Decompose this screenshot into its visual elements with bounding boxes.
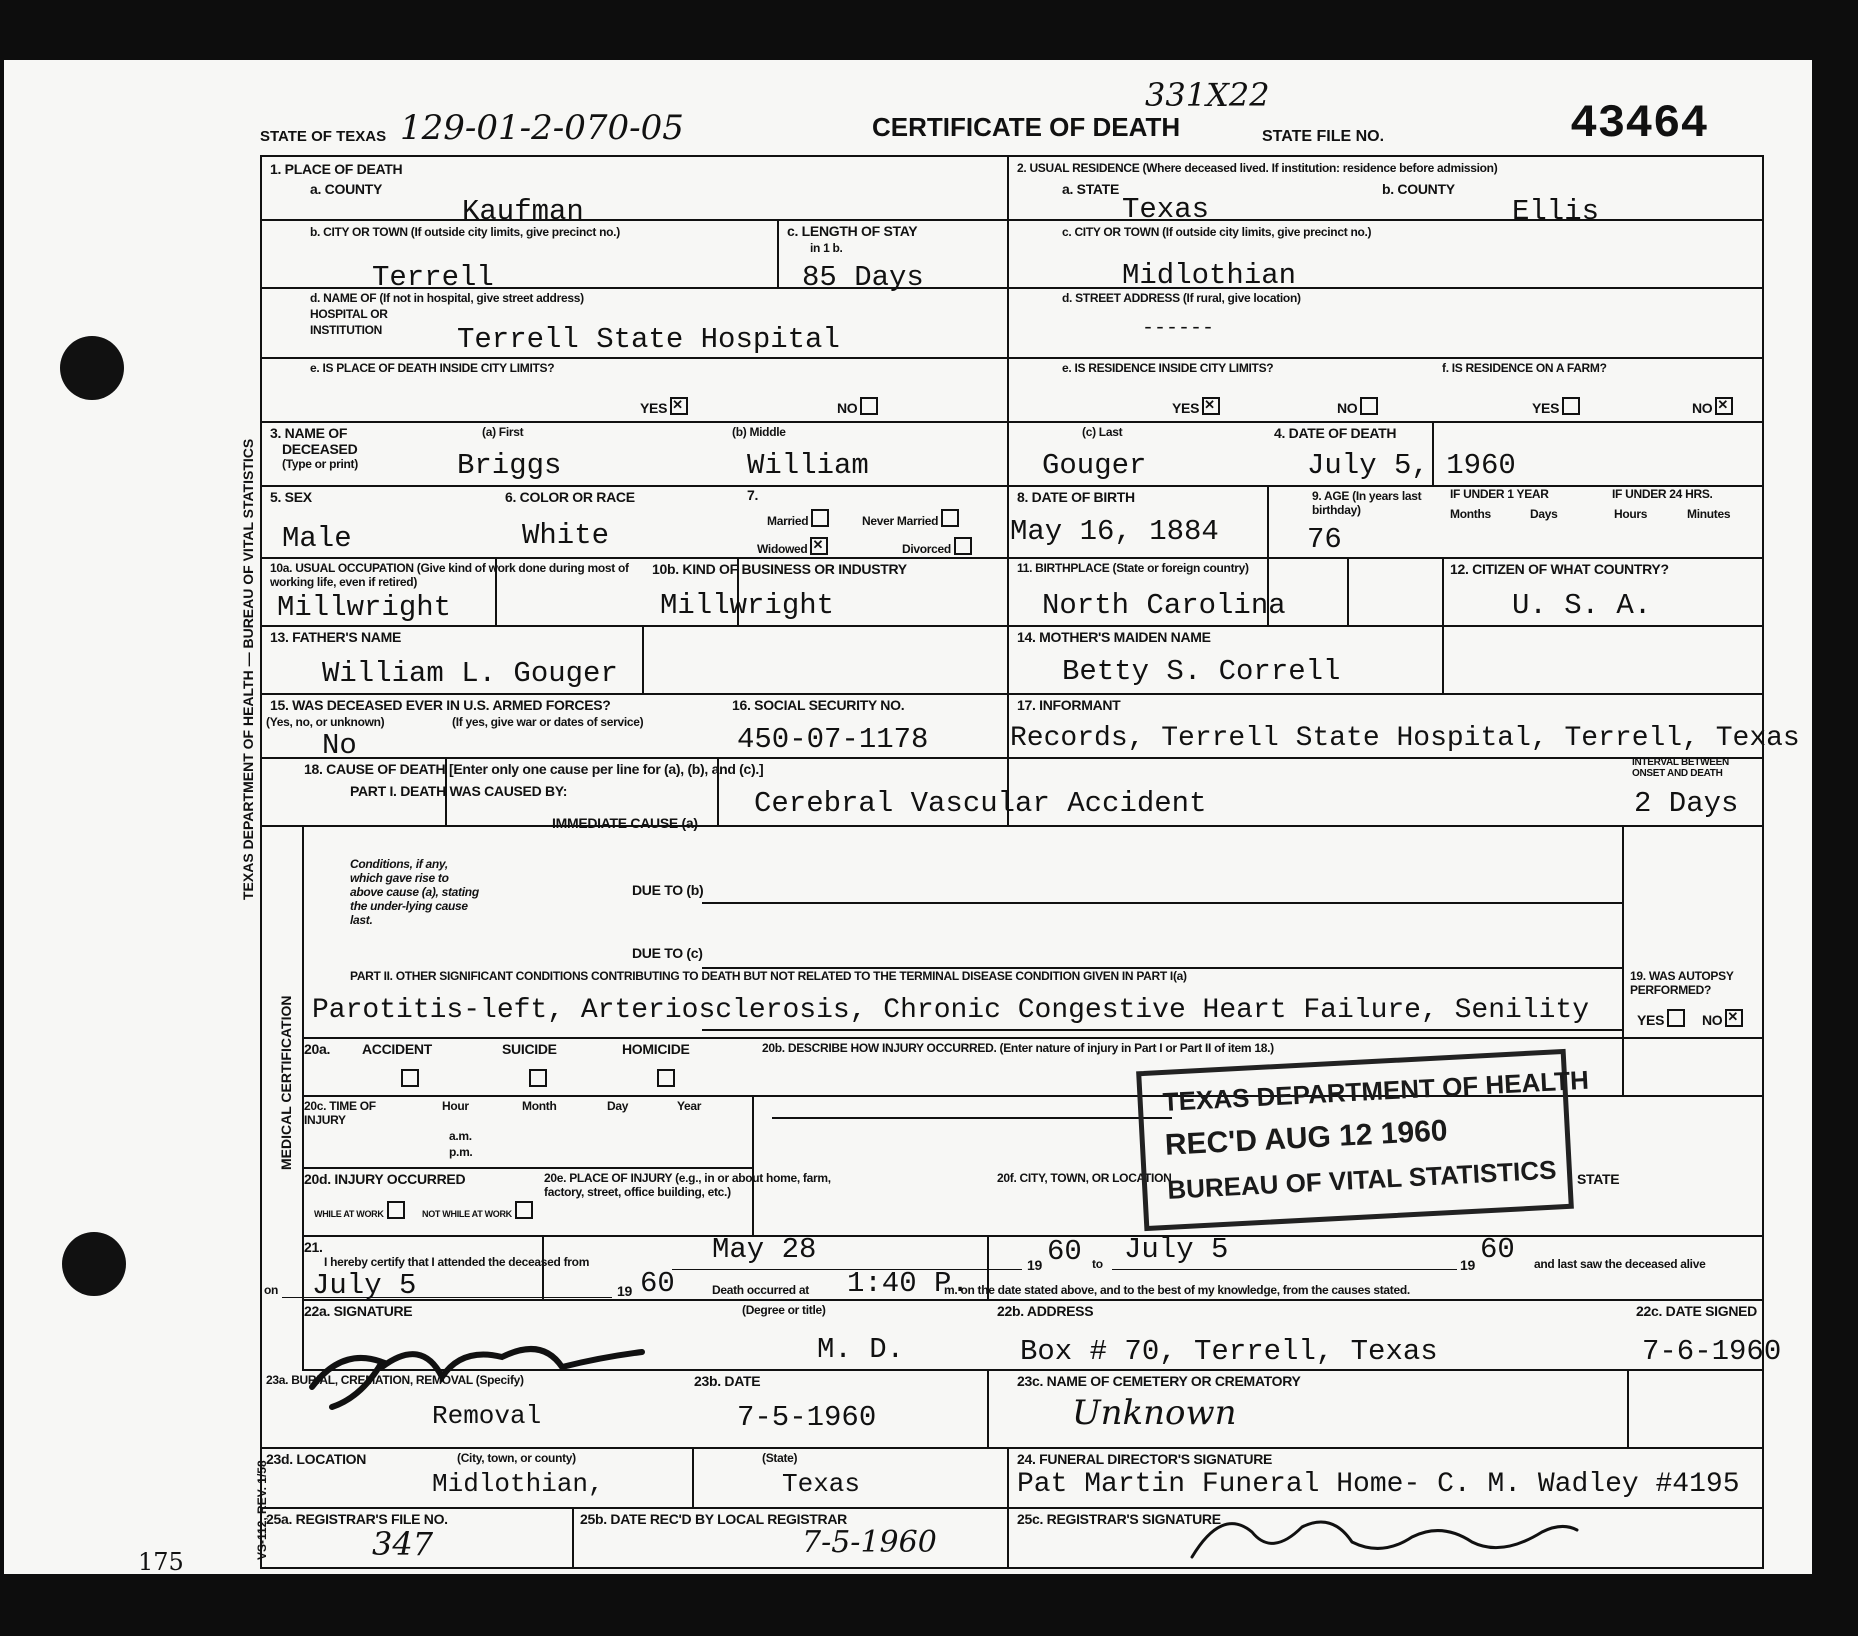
checkbox — [860, 397, 878, 415]
inside-city-label: e. IS PLACE OF DEATH INSIDE CITY LIMITS? — [310, 361, 555, 375]
hospital-name: Terrell State Hospital — [457, 323, 840, 356]
state-file-number: 43464 — [1570, 98, 1709, 150]
ssn: 450-07-1178 — [737, 723, 929, 756]
not-while-at-work: NOT WHILE AT WORK — [422, 1201, 533, 1219]
res-state: Texas — [1122, 193, 1210, 226]
res-city-label: c. CITY OR TOWN (If outside city limits, give precinct no.) — [1062, 225, 1372, 239]
due-to-b-label: DUE TO (b) — [632, 882, 704, 898]
registrar-file-label: 25a. REGISTRAR'S FILE NO. — [266, 1511, 448, 1527]
birthplace: North Carolina — [1042, 589, 1286, 622]
checkbox-checked — [1725, 1009, 1743, 1027]
sex-label: 5. SEX — [270, 489, 312, 505]
autopsy-no: NO✕ — [1702, 1009, 1743, 1028]
city-label: b. CITY OR TOWN (If outside city limits, give precinct no.) — [310, 225, 620, 239]
age-label: 9. AGE (In years last birthday) — [1312, 489, 1422, 517]
bureau-side-label: TEXAS DEPARTMENT OF HEALTH — BUREAU OF VITAL STATISTICS — [240, 438, 256, 900]
stamp-line-1: TEXAS DEPARTMENT OF HEALTH — [1161, 1064, 1590, 1117]
mother-name: Betty S. Correll — [1062, 655, 1341, 688]
certificate-form — [260, 155, 1800, 1569]
nineteen-2: 19 — [1460, 1257, 1475, 1273]
while-at-work: WHILE AT WORK — [314, 1201, 405, 1219]
location-city-sub: (City, town, or county) — [457, 1451, 576, 1465]
year-label: Year — [677, 1099, 702, 1113]
due-to-c-label: DUE TO (c) — [632, 945, 703, 961]
father-name: William L. Gouger — [322, 657, 618, 690]
checkbox — [811, 509, 829, 527]
injury-state-label: STATE — [1577, 1171, 1620, 1187]
death-time: 1:40 P. — [847, 1267, 969, 1300]
mother-label: 14. MOTHER'S MAIDEN NAME — [1017, 629, 1211, 645]
birth-date-label: 8. DATE OF BIRTH — [1017, 489, 1135, 505]
minutes-label: Minutes — [1687, 507, 1731, 521]
to-label: to — [1092, 1257, 1103, 1271]
occupation-label: 10a. USUAL OCCUPATION (Give kind of work done during most of working life, even if retired) — [270, 561, 629, 589]
date-signed-label: 22c. DATE SIGNED — [1636, 1303, 1757, 1319]
signature-label: 22a. SIGNATURE — [304, 1303, 413, 1319]
citizen-label: 12. CITIZEN OF WHAT COUNTRY? — [1450, 561, 1669, 577]
injury-how-label: 20b. DESCRIBE HOW INJURY OCCURRED. (Enter nature of injury in Part I or Part II of item 18.) — [762, 1041, 1274, 1055]
checkbox — [515, 1201, 533, 1219]
under-24-label: IF UNDER 24 HRS. — [1612, 487, 1713, 501]
divorced-option: Divorced — [902, 537, 972, 556]
marital-label: 7. — [747, 487, 759, 503]
checkbox-checked — [670, 397, 688, 415]
part2-label: PART II. OTHER SIGNIFICANT CONDITIONS CONTRIBUTING TO DEATH BUT NOT RELATED TO THE TERMINAL DISEASE CONDITION GIVEN IN PART I(a) — [350, 969, 1187, 983]
business-label: 10b. KIND OF BUSINESS OR INDUSTRY — [652, 561, 907, 577]
day-label: Day — [607, 1099, 629, 1113]
time-of-injury-label: 20c. TIME OF INJURY — [304, 1099, 376, 1127]
homicide-checkbox — [657, 1069, 675, 1087]
conditions-note: Conditions, if any, which gave rise to above cause (a), stating the under-lying cause last. — [350, 857, 479, 927]
from-year: 60 — [1047, 1235, 1082, 1268]
checkbox — [1667, 1009, 1685, 1027]
length-of-stay: 85 Days — [802, 261, 924, 294]
married-option: Married — [767, 509, 829, 528]
farm-no: NO✕ — [1692, 397, 1733, 416]
stamp-line-2: REC'D AUG 12 1960 — [1164, 1114, 1449, 1162]
checkbox — [941, 509, 959, 527]
registrar-date-label: 25b. DATE REC'D BY LOCAL REGISTRAR — [580, 1511, 847, 1527]
father-label: 13. FATHER'S NAME — [270, 629, 401, 645]
name-label-2: DECEASED — [282, 441, 358, 457]
death-inside-yes: YES✕ — [640, 397, 688, 416]
certificate-title: CERTIFICATE OF DEATH — [872, 112, 1181, 142]
hour-label: Hour — [442, 1099, 469, 1113]
funeral-director: Pat Martin Funeral Home- C. M. Wadley #4195 — [1017, 1469, 1740, 1500]
received-stamp — [1136, 1049, 1590, 1231]
injury-occurred-label: 20d. INJURY OCCURRED — [304, 1171, 466, 1187]
age: 76 — [1307, 523, 1342, 556]
address-label: 22b. ADDRESS — [997, 1303, 1094, 1319]
location-label: 23d. LOCATION — [266, 1451, 367, 1467]
state-of-texas-label: STATE OF TEXAS — [260, 128, 387, 145]
citizen: U. S. A. — [1512, 589, 1652, 622]
burial-date-label: 23b. DATE — [694, 1373, 761, 1389]
suicide-label: SUICIDE — [502, 1041, 557, 1057]
certify-text-1: I hereby certify that I attended the deceased from — [324, 1255, 590, 1269]
month-label: Month — [522, 1099, 557, 1113]
business: Millwright — [660, 589, 835, 622]
res-county: Ellis — [1512, 195, 1600, 228]
form-number: VS-112, REV. 1/58 — [255, 1460, 269, 1560]
suicide-checkbox — [529, 1069, 547, 1087]
middle-name: William — [747, 449, 869, 482]
name-label-3: (Type or print) — [282, 457, 358, 471]
first-name-label: (a) First — [482, 425, 524, 439]
punch-hole-bottom — [62, 1232, 126, 1296]
checkbox — [1562, 397, 1580, 415]
attended-from: May 28 — [712, 1233, 817, 1266]
margin-number: 175 — [138, 1548, 184, 1576]
handwritten-annotation: 331X22 — [1145, 76, 1270, 114]
middle-name-label: (b) Middle — [732, 425, 786, 439]
last-name: Gouger — [1042, 449, 1147, 482]
death-county: Kaufman — [462, 195, 584, 228]
residence-label: 2. USUAL RESIDENCE (Where deceased lived. If institution: residence before admission) — [1017, 161, 1498, 175]
registrar-signature — [1182, 1502, 1582, 1567]
race: White — [522, 519, 610, 552]
hospital-label-1: d. NAME OF (If not in hospital, give street address) — [310, 291, 584, 305]
burial-type-label: 23a. BURIAL, CREMATION, REMOVAL (Specify) — [266, 1373, 524, 1387]
cemetery-label: 23c. NAME OF CEMETERY OR CREMATORY — [1017, 1373, 1301, 1389]
certify-number: 21. — [304, 1239, 323, 1255]
ssn-label: 16. SOCIAL SECURITY NO. — [732, 697, 905, 713]
stamp-line-3: BUREAU OF VITAL STATISTICS — [1166, 1154, 1558, 1205]
place-of-death-label: 1. PLACE OF DEATH — [270, 161, 403, 177]
hospital-label-3: INSTITUTION — [310, 323, 383, 337]
birthplace-label: 11. BIRTHPLACE (State or foreign country) — [1017, 561, 1249, 575]
res-inside-yes: YES✕ — [1172, 397, 1220, 416]
immediate-cause-label: IMMEDIATE CAUSE (a) — [552, 815, 698, 831]
am-label: a.m. — [449, 1129, 472, 1143]
place-of-injury-label: 20e. PLACE OF INJURY (e.g., in or about home, farm, factory, street, office building, etc.) — [544, 1171, 831, 1199]
attended-to: July 5 — [1124, 1233, 1229, 1266]
registrar-file: 347 — [372, 1525, 434, 1563]
birth-date: May 16, 1884 — [1010, 515, 1219, 548]
injury-city-label: 20f. CITY, TOWN, OR LOCATION — [997, 1171, 1172, 1185]
armed-sub-1: (Yes, no, or unknown) — [266, 715, 385, 729]
injury-20a-label: 20a. — [304, 1041, 331, 1057]
location-state-sub: (State) — [762, 1451, 798, 1465]
race-label: 6. COLOR OR RACE — [505, 489, 635, 505]
months-label: Months — [1450, 507, 1491, 521]
immediate-cause: Cerebral Vascular Accident — [754, 787, 1207, 820]
res-city: Midlothian — [1122, 259, 1297, 292]
punch-hole-top — [60, 336, 124, 400]
cemetery-name: Unknown — [1072, 1393, 1237, 1433]
res-state-label: a. STATE — [1062, 181, 1119, 197]
last-seen-year: 60 — [640, 1267, 675, 1300]
autopsy-label: 19. WAS AUTOPSY PERFORMED? — [1630, 969, 1734, 997]
accident-label: ACCIDENT — [362, 1041, 432, 1057]
accident-checkbox — [401, 1069, 419, 1087]
interval-label: INTERVAL BETWEEN ONSET AND DEATH — [1632, 757, 1729, 779]
cause-label: 18. CAUSE OF DEATH [Enter only one cause per line for (a), (b), and (c).] — [304, 761, 764, 777]
degree: M. D. — [817, 1333, 905, 1366]
farm-yes: YES — [1532, 397, 1580, 416]
part2-conditions: Parotitis-left, Arteriosclerosis, Chronic Congestive Heart Failure, Senility — [312, 995, 1590, 1026]
first-name: Briggs — [457, 449, 562, 482]
never-married-option: Never Married — [862, 509, 959, 528]
autopsy-yes: YES — [1637, 1009, 1685, 1028]
street-address: ------ — [1142, 317, 1215, 340]
last-seen-date: July 5 — [312, 1269, 417, 1302]
armed-forces-label: 15. WAS DECEASED EVER IN U.S. ARMED FORCES? — [270, 697, 611, 713]
date-signed: 7-6-1960 — [1642, 1335, 1782, 1368]
checkbox — [387, 1201, 405, 1219]
interval: 2 Days — [1634, 787, 1739, 820]
checkbox-checked — [1715, 397, 1733, 415]
state-file-label: STATE FILE NO. — [1262, 128, 1385, 145]
stay-sub-label: in 1 b. — [810, 241, 843, 255]
nineteen-3: 19 — [617, 1283, 632, 1299]
county-label: a. COUNTY — [310, 181, 382, 197]
death-inside-no: NO — [837, 397, 878, 416]
widowed-option: Widowed✕ — [757, 537, 828, 556]
res-county-label: b. COUNTY — [1382, 181, 1455, 197]
length-of-stay-label: c. LENGTH OF STAY — [787, 223, 918, 239]
sex: Male — [282, 522, 352, 555]
certify-text-2: and last saw the deceased alive — [1534, 1257, 1706, 1271]
location-state: Texas — [782, 1469, 861, 1499]
part1-label: PART I. DEATH WAS CAUSED BY: — [350, 783, 568, 799]
degree-label: (Degree or title) — [742, 1303, 826, 1317]
to-year: 60 — [1480, 1233, 1515, 1266]
on-label: on — [264, 1283, 279, 1297]
name-label-1: 3. NAME OF — [270, 425, 348, 441]
armed-forces: No — [322, 729, 357, 762]
death-date-label: 4. DATE OF DEATH — [1274, 425, 1397, 441]
location-city: Midlothian, — [432, 1469, 604, 1499]
days-label: Days — [1530, 507, 1558, 521]
homicide-label: HOMICIDE — [622, 1041, 690, 1057]
nineteen-1: 19 — [1027, 1257, 1042, 1273]
checkbox-checked — [1202, 397, 1220, 415]
street-label: d. STREET ADDRESS (If rural, give location) — [1062, 291, 1301, 305]
res-inside-no: NO — [1337, 397, 1378, 416]
occupation: Millwright — [277, 591, 452, 624]
hours-label: Hours — [1614, 507, 1648, 521]
burial-type: Removal — [432, 1401, 542, 1431]
res-inside-label: e. IS RESIDENCE INSIDE CITY LIMITS? — [1062, 361, 1274, 375]
armed-sub-2: (If yes, give war or dates of service) — [452, 715, 644, 729]
death-date: July 5, 1960 — [1307, 449, 1516, 482]
certify-text-3: m. on the date stated above, and to the best of my knowledge, from the causes stated. — [944, 1283, 1410, 1297]
last-name-label: (c) Last — [1082, 425, 1123, 439]
farm-label: f. IS RESIDENCE ON A FARM? — [1442, 361, 1607, 375]
checkbox-checked — [810, 537, 828, 555]
death-occurred-label: Death occurred at — [712, 1283, 809, 1297]
checkbox — [954, 537, 972, 555]
handwritten-number: 129-01-2-070-05 — [400, 108, 684, 148]
pm-label: p.m. — [449, 1145, 473, 1159]
director-label: 24. FUNERAL DIRECTOR'S SIGNATURE — [1017, 1451, 1273, 1467]
physician-address: Box # 70, Terrell, Texas — [1020, 1335, 1438, 1368]
under-year-label: IF UNDER 1 YEAR — [1450, 487, 1549, 501]
registrar-date: 7-5-1960 — [802, 1525, 937, 1560]
informant-label: 17. INFORMANT — [1017, 697, 1121, 713]
medical-certification-label: MEDICAL CERTIFICATION — [278, 995, 294, 1170]
registrar-signature-label: 25c. REGISTRAR'S SIGNATURE — [1017, 1511, 1221, 1527]
death-city: Terrell — [372, 261, 494, 294]
checkbox — [1360, 397, 1378, 415]
informant: Records, Terrell State Hospital, Terrell, Texas — [1010, 723, 1800, 754]
hospital-label-2: HOSPITAL OR — [310, 307, 388, 321]
burial-date: 7-5-1960 — [737, 1401, 877, 1434]
